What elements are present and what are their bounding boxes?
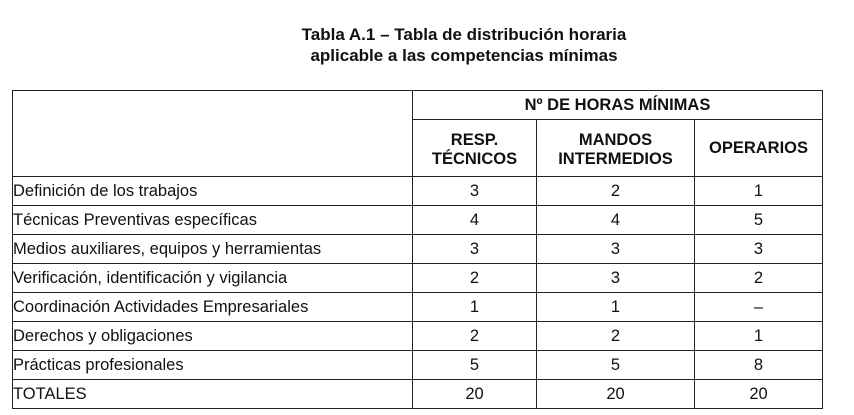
row-label: Prácticas profesionales — [13, 351, 413, 380]
column-header-line: TÉCNICOS — [431, 150, 518, 168]
cell-value: – — [695, 293, 823, 322]
cell-value: 4 — [413, 206, 537, 235]
cell-value: 20 — [695, 380, 823, 409]
cell-value: 3 — [537, 235, 695, 264]
header-row-group — [13, 91, 823, 120]
cell-value: 20 — [413, 380, 537, 409]
row-label: Medios auxiliares, equipos y herramientas — [13, 235, 413, 264]
cell-value: 1 — [537, 293, 695, 322]
cell-value: 5 — [413, 351, 537, 380]
cell-value: 4 — [537, 206, 695, 235]
group-header-cell: Nº DE HORAS MÍNIMAS — [413, 91, 823, 120]
cell-value: 3 — [537, 264, 695, 293]
table-row — [13, 293, 823, 322]
cell-value: 1 — [413, 293, 537, 322]
cell-value: 8 — [695, 351, 823, 380]
cell-value: 2 — [537, 322, 695, 351]
row-label: TOTALES — [13, 380, 413, 409]
cell-value: 5 — [537, 351, 695, 380]
cell-value: 20 — [537, 380, 695, 409]
row-label: Coordinación Actividades Empresariales — [13, 293, 413, 322]
cell-value: 2 — [413, 322, 537, 351]
cell-value: 2 — [695, 264, 823, 293]
cell-value: 1 — [695, 322, 823, 351]
table-row — [13, 351, 823, 380]
cell-value: 2 — [413, 264, 537, 293]
table-row — [13, 177, 823, 206]
hours-distribution-table — [12, 90, 823, 409]
column-header-resp-tecnicos — [413, 120, 537, 177]
column-header-line: RESP. — [450, 131, 499, 149]
cell-value: 1 — [695, 177, 823, 206]
row-label: Técnicas Preventivas específicas — [13, 206, 413, 235]
column-header-mandos-intermedios — [537, 120, 695, 177]
column-header-line: MANDOS — [578, 131, 653, 149]
cell-value: 3 — [695, 235, 823, 264]
column-header-operarios — [695, 120, 823, 177]
table-row-totals — [13, 380, 823, 409]
row-label: Verificación, identificación y vigilancia — [13, 264, 413, 293]
row-label: Definición de los trabajos — [13, 177, 413, 206]
header-blank-cell — [13, 91, 413, 177]
cell-value: 3 — [413, 235, 537, 264]
column-header-line: OPERARIOS — [708, 138, 809, 157]
cell-value: 2 — [537, 177, 695, 206]
row-label: Derechos y obligaciones — [13, 322, 413, 351]
table-title-line-1: Tabla A.1 – Tabla de distribución horaria — [301, 25, 627, 44]
table-row — [13, 235, 823, 264]
table-row — [13, 264, 823, 293]
cell-value: 3 — [413, 177, 537, 206]
cell-value: 5 — [695, 206, 823, 235]
table-row — [13, 322, 823, 351]
table-title — [0, 24, 854, 66]
table-row — [13, 206, 823, 235]
column-header-line: INTERMEDIOS — [558, 150, 673, 168]
table-title-line-2: aplicable a las competencias mínimas — [310, 46, 618, 65]
